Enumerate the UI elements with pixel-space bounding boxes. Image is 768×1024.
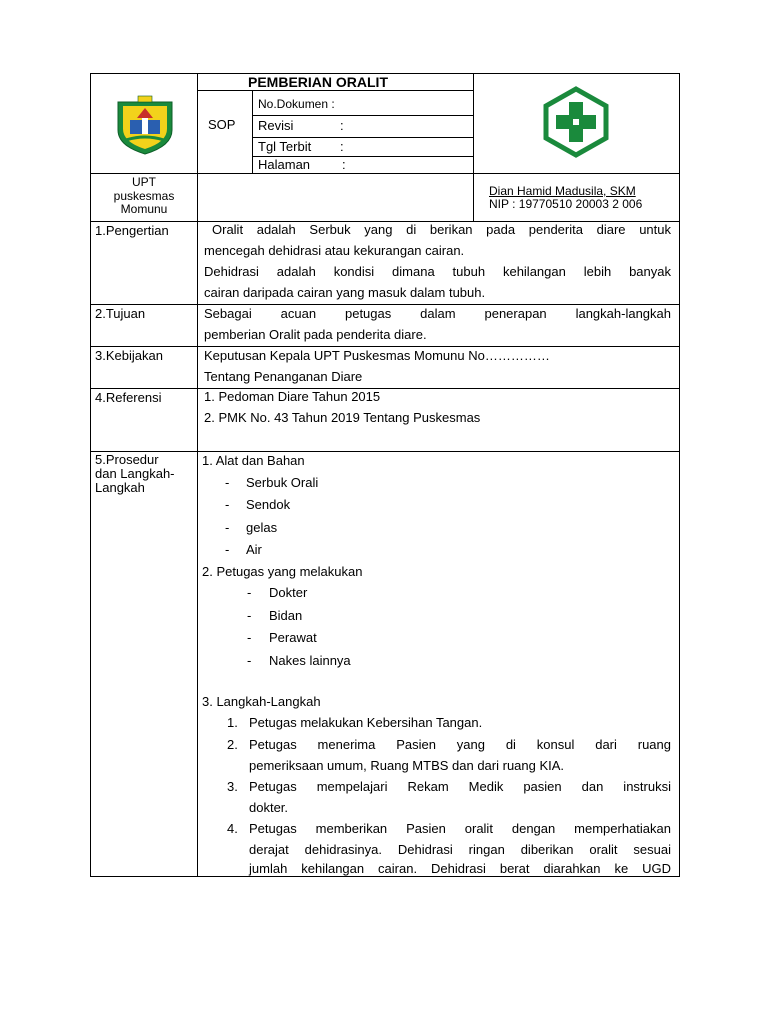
petugas-dash: - [247,630,252,645]
header-line-2 [90,173,680,174]
prosedur-label-line1: 5.Prosedur [95,452,159,467]
signer-name: Dian Hamid Madusila, SKM [489,184,636,198]
unit-name-line1: UPT [132,175,156,189]
pengertian-line3: Dehidrasi adalah kondisi dimana tubuh kehilangan lebih banyak [204,264,671,279]
langkah-title: 3. Langkah-Langkah [202,694,321,709]
step-3-text-line1: Petugas mempelajari Rekam Medik pasien dan instruksi [249,779,671,794]
step-number: 1. [227,715,238,730]
petugas-item: Dokter [269,585,308,600]
step-number: 4. [227,821,238,836]
sop-divider [252,90,253,173]
section-line-prosedur [90,451,680,452]
row-line-nodok [252,115,473,116]
step-3-text-line2: dokter. [249,800,289,815]
tgl-terbit-label: Tgl Terbit [258,139,312,154]
referensi-label: 4.Referensi [95,390,162,405]
section-line-tujuan [90,304,680,305]
step-4-text-line2: derajat dehidrasinya. Dehidrasi ringan diberikan oralit sesuai [249,842,671,857]
alat-item: gelas [246,520,278,535]
pengertian-label: 1.Pengertian [95,223,169,238]
pengertian-line4: cairan daripada cairan yang masuk dalam tubuh. [204,285,486,300]
table-border-right [679,73,680,877]
header-divider-right [473,73,474,221]
section-line-kebijakan [90,346,680,347]
step-2-text-line1: Petugas menerima Pasien yang di konsul dari ruang [249,737,671,752]
revisi-label: Revisi [258,118,294,133]
revisi-colon: : [340,118,344,133]
signer-nip: NIP : 19770510 20003 2 006 [489,197,643,211]
tujuan-line2: pemberian Oralit pada penderita diare. [204,327,427,342]
alat-dash: - [225,475,230,490]
no-dokumen-label: No.Dokumen : [258,97,335,111]
referensi-line2: 2. PMK No. 43 Tahun 2019 Tentang Puskesmas [204,410,481,425]
petugas-item: Nakes lainnya [269,653,351,668]
prosedur-label-line3: Langkah [95,480,145,495]
halaman-label: Halaman [258,157,311,172]
alat-bahan-title: 1. Alat dan Bahan [202,453,305,468]
kebijakan-label: 3.Kebijakan [95,348,163,363]
step-number: 3. [227,779,238,794]
step-2-text-line2: pemeriksaan umum, Ruang MTBS dan dari ruang KIA. [249,758,565,773]
alat-dash: - [225,520,230,535]
petugas-item: Perawat [269,630,317,645]
column-divider [197,73,198,876]
alat-dash: - [225,497,230,512]
step-number: 2. [227,737,238,752]
step-4-text-line3: jumlah kehilangan cairan. Dehidrasi berat diarahkan ke UGD [249,861,671,876]
pengertian-line1: Oralit adalah Serbuk yang di berikan pada penderita diare untuk [212,222,671,237]
unit-name-line3: Momunu [120,202,168,216]
tgl-terbit-colon: : [340,139,344,154]
petugas-dash: - [247,585,252,600]
step-4-text-line1: Petugas memberikan Pasien oralit dengan memperhatiakan [249,821,671,836]
regional-emblem-logo [112,94,178,156]
step-1-text: Petugas melakukan Kebersihan Tangan. [249,715,483,730]
alat-item: Sendok [246,497,291,512]
alat-item: Air [246,542,262,557]
alat-dash: - [225,542,230,557]
puskesmas-health-logo [540,86,612,158]
petugas-dash: - [247,653,252,668]
document-title: PEMBERIAN ORALIT [248,74,388,90]
tujuan-label: 2.Tujuan [95,306,146,321]
petugas-item: Bidan [269,608,303,623]
pengertian-line2: mencegah dehidrasi atau kekurangan cairan. [204,243,465,258]
row-line-revisi [252,137,473,138]
sop-label: SOP [208,117,236,132]
referensi-line1: 1. Pedoman Diare Tahun 2015 [204,389,381,404]
alat-item: Serbuk Orali [246,475,319,490]
section-line-referensi [90,388,680,389]
kebijakan-line2: Tentang Penanganan Diare [204,369,363,384]
prosedur-label-line2: dan Langkah- [95,466,175,481]
halaman-colon: : [342,157,346,172]
tujuan-line1: Sebagai acuan petugas dalam penerapan langkah-langkah [204,306,671,321]
title-underline [197,90,473,91]
kebijakan-line1: Keputusan Kepala UPT Puskesmas Momunu No…………… [204,348,550,363]
petugas-dash: - [247,608,252,623]
petugas-title: 2. Petugas yang melakukan [202,564,363,579]
unit-name-line2: puskesmas [113,189,175,203]
